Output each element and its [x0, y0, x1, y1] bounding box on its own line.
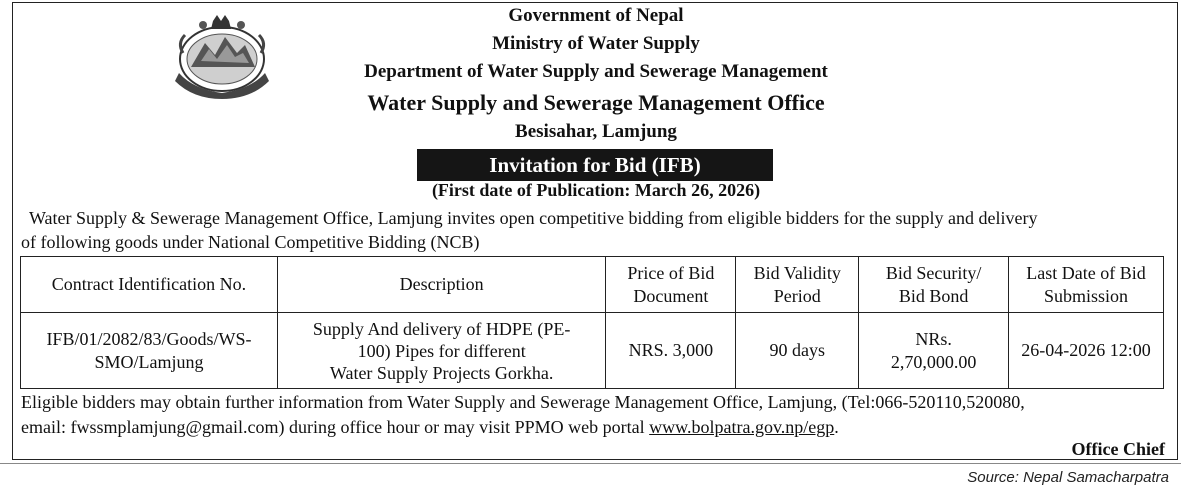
header-description: Description — [277, 257, 606, 313]
cell-validity: 90 days — [736, 313, 859, 389]
header-contract-id: Contract Identification No. — [21, 257, 278, 313]
footer-paragraph — [21, 390, 1179, 440]
cell-price: NRS. 3,000 — [606, 313, 736, 389]
cell-description: Supply And delivery of HDPE (PE- 100) Pipes for different Water Supply Projects Gorkha. — [277, 313, 606, 389]
location-heading: Besisahar, Lamjung — [515, 121, 677, 142]
cell-security: NRs. 2,70,000.00 — [859, 313, 1009, 389]
table-row — [21, 313, 1164, 389]
office-heading: Water Supply and Sewerage Management Office — [367, 90, 825, 115]
ministry-heading: Ministry of Water Supply — [492, 33, 700, 54]
bid-table — [20, 256, 1164, 389]
divider — [0, 463, 1181, 464]
footer-line: email: fwssmplamjung@gmail.com) during office hour or may visit PPMO web portal www.bolpatra.gov.np/egp. — [21, 417, 839, 437]
publication-date: (First date of Publication: March 26, 2026) — [431, 180, 761, 200]
header-price: Price of Bid Document — [606, 257, 736, 313]
portal-link[interactable]: www.bolpatra.gov.np/egp — [649, 417, 835, 437]
intro-line: of following goods under National Competitive Bidding (NCB) — [21, 232, 480, 252]
table-header-row — [21, 257, 1164, 313]
header-security: Bid Security/ Bid Bond — [859, 257, 1009, 313]
intro-paragraph — [21, 206, 1175, 254]
header-validity: Bid Validity Period — [736, 257, 859, 313]
cell-contract-id: IFB/01/2082/83/Goods/WS- SMO/Lamjung — [21, 313, 278, 389]
government-heading: Government of Nepal — [508, 5, 684, 26]
signoff: Office Chief — [1071, 439, 1165, 459]
intro-line: Water Supply & Sewerage Management Office, Lamjung invites open competitive bidding from eligible bidders for the supply and delivery — [29, 208, 1038, 228]
department-heading: Department of Water Supply and Sewerage Management — [364, 61, 828, 82]
header-deadline: Last Date of Bid Submission — [1009, 257, 1164, 313]
tender-notice — [12, 2, 1178, 460]
source-credit: Source: Nepal Samacharpatra — [967, 469, 1169, 486]
cell-deadline: 26-04-2026 12:00 — [1009, 313, 1164, 389]
notice-title: Invitation for Bid (IFB) — [417, 149, 773, 181]
footer-line: Eligible bidders may obtain further information from Water Supply and Sewerage Management Office, Lamjung, (Tel:066-520110,520080, — [21, 392, 1025, 412]
